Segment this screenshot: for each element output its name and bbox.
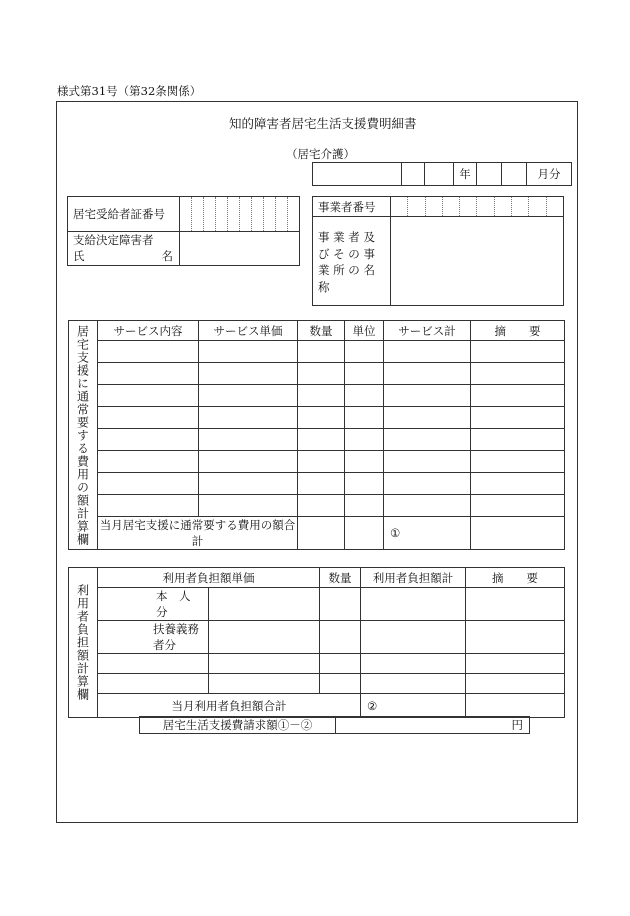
- cell[interactable]: [466, 588, 565, 621]
- cell[interactable]: [98, 385, 199, 407]
- cert-number-label: 居宅受給者証番号: [68, 197, 180, 232]
- cell[interactable]: [384, 363, 471, 385]
- burden-total-remarks[interactable]: [466, 694, 565, 718]
- cell[interactable]: [199, 341, 298, 363]
- claim-amount-field[interactable]: [336, 717, 530, 734]
- cell[interactable]: [298, 363, 345, 385]
- cell[interactable]: [466, 654, 565, 674]
- cell[interactable]: [345, 429, 384, 451]
- cell[interactable]: [98, 407, 199, 429]
- cell[interactable]: [466, 621, 565, 654]
- cell[interactable]: [199, 473, 298, 495]
- cell[interactable]: [298, 341, 345, 363]
- cell[interactable]: [298, 385, 345, 407]
- cell[interactable]: [320, 588, 361, 621]
- header-quantity: 数量: [298, 321, 345, 341]
- cell[interactable]: [471, 341, 565, 363]
- cell[interactable]: [98, 429, 199, 451]
- form-subtitle: （居宅介護）: [286, 147, 355, 161]
- cell[interactable]: [209, 621, 320, 654]
- cell[interactable]: [98, 363, 199, 385]
- service-total-quantity[interactable]: [298, 517, 345, 550]
- cell[interactable]: [98, 341, 199, 363]
- provider-name-field[interactable]: [391, 217, 564, 306]
- cell[interactable]: [384, 385, 471, 407]
- cell[interactable]: [298, 451, 345, 473]
- service-table: [68, 320, 565, 550]
- burden-total-label: 当月利用者負担額合計: [98, 694, 361, 718]
- service-row: [69, 451, 565, 473]
- cell[interactable]: [345, 451, 384, 473]
- form-title: 知的障害者居宅生活支援費明細書: [229, 116, 417, 131]
- cert-number-field[interactable]: [180, 197, 300, 232]
- cell[interactable]: [384, 473, 471, 495]
- cell[interactable]: [199, 495, 298, 517]
- cell[interactable]: [471, 451, 565, 473]
- cell[interactable]: [471, 429, 565, 451]
- cell[interactable]: [345, 495, 384, 517]
- burden-row: [69, 674, 565, 694]
- cell[interactable]: [199, 451, 298, 473]
- burden-side-label: 利用者負担額計算欄: [75, 584, 90, 701]
- provider-name-label-line2: び そ の 事: [318, 246, 375, 261]
- service-total-unit[interactable]: [345, 517, 384, 550]
- service-total-mark: ①: [384, 517, 471, 550]
- cell[interactable]: [298, 407, 345, 429]
- cell[interactable]: [471, 495, 565, 517]
- claim-unit: 円: [511, 718, 523, 732]
- service-row: [69, 385, 565, 407]
- cell[interactable]: [98, 495, 199, 517]
- cell[interactable]: [209, 674, 320, 694]
- cell[interactable]: [384, 429, 471, 451]
- cell[interactable]: [384, 495, 471, 517]
- cell[interactable]: [361, 588, 466, 621]
- header-unit: 単位: [345, 321, 384, 341]
- cell[interactable]: [199, 429, 298, 451]
- month-digit-cell[interactable]: [502, 163, 527, 186]
- recipient-name-field[interactable]: [180, 232, 300, 266]
- cell[interactable]: [361, 621, 466, 654]
- service-side-label-cell: [69, 321, 98, 550]
- service-row: [69, 341, 565, 363]
- year-digit-cell[interactable]: [402, 163, 425, 186]
- burden-table: [68, 567, 565, 718]
- header-burden-remarks: 摘 要: [466, 568, 565, 588]
- recipient-name-label-mei: 名: [161, 248, 173, 263]
- header-burden-quantity: 数量: [320, 568, 361, 588]
- recipient-name-label-shi: 氏: [73, 248, 85, 263]
- cell[interactable]: [384, 341, 471, 363]
- burden-row-self-label: 本 人 分: [98, 588, 209, 621]
- month-label: 月分: [527, 163, 572, 186]
- cell[interactable]: [471, 407, 565, 429]
- date-table: [312, 162, 572, 186]
- cell[interactable]: [345, 407, 384, 429]
- service-row: [69, 495, 565, 517]
- provider-table: [312, 196, 564, 306]
- cell[interactable]: [345, 473, 384, 495]
- cell[interactable]: [320, 674, 361, 694]
- cell[interactable]: [98, 674, 209, 694]
- cell[interactable]: [345, 385, 384, 407]
- cell[interactable]: [298, 473, 345, 495]
- provider-name-label-line1: 事 業 者 及: [318, 230, 375, 244]
- service-row: [69, 429, 565, 451]
- provider-name-label: [313, 217, 391, 306]
- cell[interactable]: [466, 674, 565, 694]
- cell[interactable]: [98, 654, 209, 674]
- service-row: [69, 407, 565, 429]
- claim-table: [139, 716, 530, 734]
- cell[interactable]: [209, 654, 320, 674]
- cell[interactable]: [209, 588, 320, 621]
- cell[interactable]: [298, 495, 345, 517]
- header-service-content: サービス内容: [98, 321, 199, 341]
- cell[interactable]: [320, 621, 361, 654]
- burden-row: [69, 654, 565, 674]
- provider-number-field[interactable]: [391, 197, 564, 217]
- provider-number-label: 事業者番号: [313, 197, 391, 217]
- provider-name-label-line4: 称: [318, 280, 330, 295]
- cell[interactable]: [471, 363, 565, 385]
- cell[interactable]: [471, 473, 565, 495]
- year-value-cell[interactable]: [313, 163, 402, 186]
- cell[interactable]: [199, 363, 298, 385]
- burden-total-mark: ②: [361, 694, 466, 718]
- cell[interactable]: [320, 654, 361, 674]
- cell[interactable]: [471, 385, 565, 407]
- cell[interactable]: [361, 674, 466, 694]
- burden-side-label-cell: [69, 568, 98, 718]
- cell[interactable]: [199, 385, 298, 407]
- cell[interactable]: [199, 407, 298, 429]
- header-burden-unit-price: 利用者負担額単価: [98, 568, 320, 588]
- service-total-remarks[interactable]: [471, 517, 565, 550]
- recipient-name-label-line1: 支給決定障害者: [73, 232, 154, 247]
- service-total-label: 当月居宅支援に通常要する費用の額合計: [98, 517, 298, 550]
- recipient-name-label: [68, 232, 180, 266]
- service-row: [69, 473, 565, 495]
- cell[interactable]: [298, 429, 345, 451]
- recipient-table: [67, 196, 300, 266]
- header-remarks: 摘 要: [471, 321, 565, 341]
- year-label: 年: [454, 163, 477, 186]
- header-burden-total: 利用者負担額計: [361, 568, 466, 588]
- cell[interactable]: [345, 341, 384, 363]
- year-digit-cell[interactable]: [425, 163, 454, 186]
- cell[interactable]: [98, 473, 199, 495]
- provider-name-label-line3: 業 所 の 名: [318, 263, 375, 278]
- header-service-total: サービス計: [384, 321, 471, 341]
- header-service-unit-price: サービス単価: [199, 321, 298, 341]
- month-digit-cell[interactable]: [477, 163, 502, 186]
- claim-label: 居宅生活支援費請求額①－②: [140, 717, 336, 734]
- burden-row-support-label: 扶養義務者分: [98, 621, 209, 654]
- cell[interactable]: [384, 451, 471, 473]
- cell[interactable]: [361, 654, 466, 674]
- service-side-label: 居宅支援に通常要する費用の額計算欄: [75, 324, 90, 546]
- cell[interactable]: [384, 407, 471, 429]
- form-number: 様式第31号（第32条関係）: [57, 84, 202, 98]
- cell[interactable]: [98, 451, 199, 473]
- cell[interactable]: [345, 363, 384, 385]
- service-row: [69, 363, 565, 385]
